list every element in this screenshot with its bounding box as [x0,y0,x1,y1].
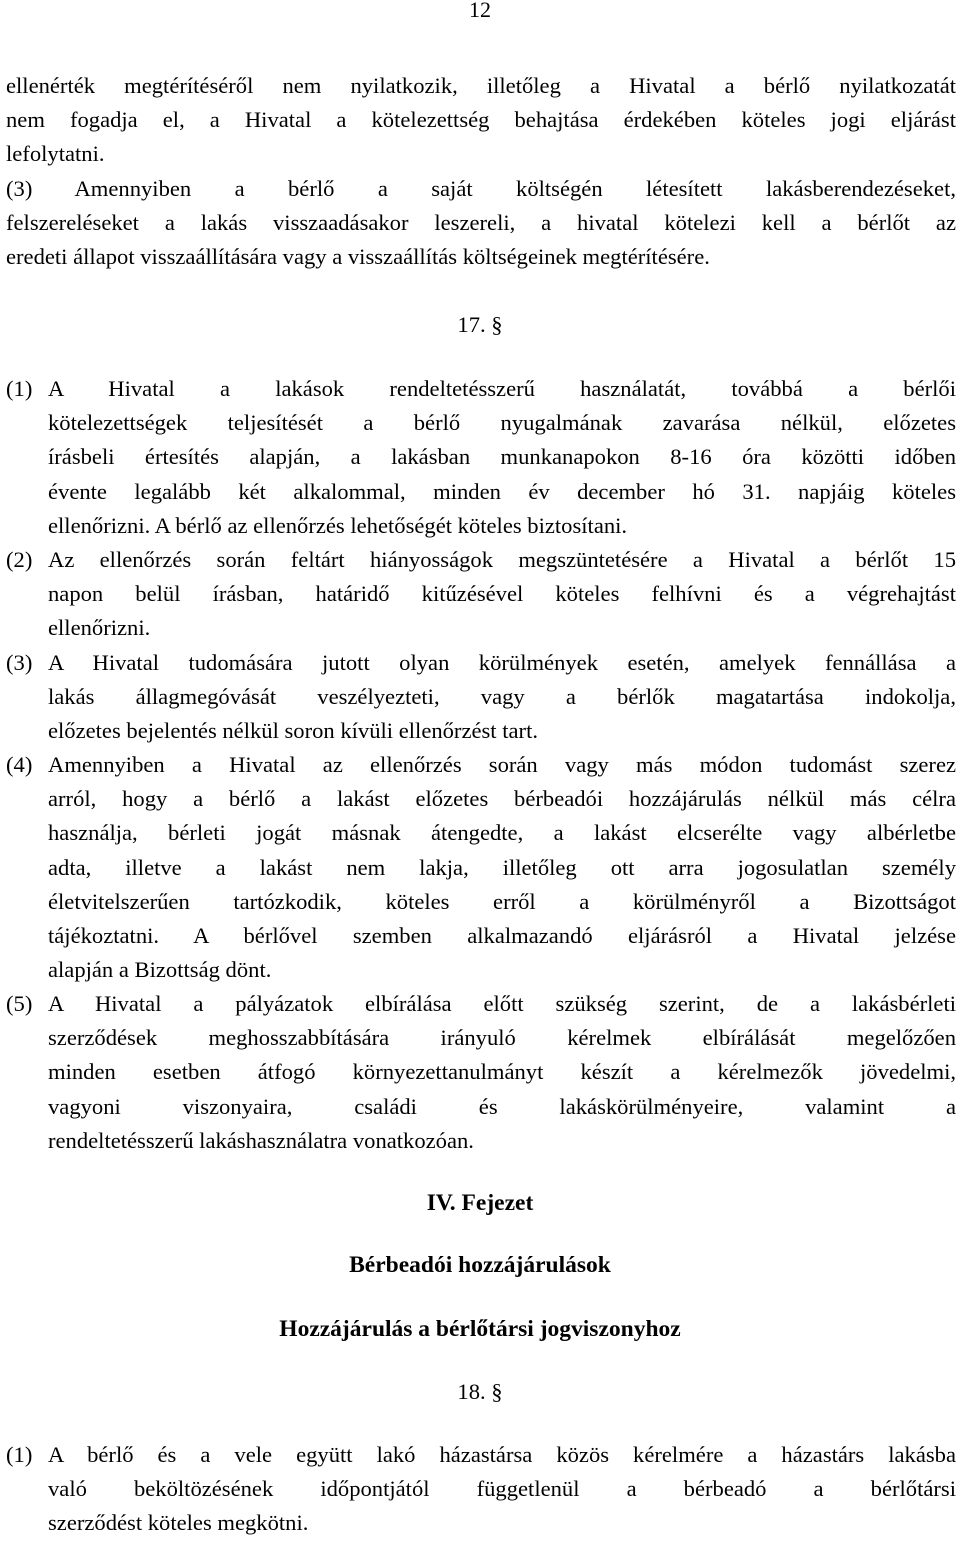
text-line: lefolytatni. [6,141,105,167]
text-line: előzetes bejelentés nélkül soron kívüli ellenőrzést tart. [48,718,538,744]
text-line: lakás állagmegóvását veszélyezteti, vagy a bérlők magatartása indokolja, [48,684,956,710]
text-line: használja, bérleti jogát másnak átengedte, a lakást elcserélte vagy albérletbe [48,820,956,846]
text-line: szerződések meghosszabbítására irányuló kérelmek elbírálását megelőzően [48,1025,956,1051]
text-line: írásbeli értesítés alapján, a lakásban munkanapokon 8-16 óra közötti időben [48,444,956,470]
item-number: (2) [6,547,33,572]
text-line: alapján a Bizottság dönt. [48,957,272,983]
text-line: évente legalább két alkalommal, minden év december hó 31. napjáig köteles [48,478,956,504]
section-18-title: 18. § [457,1379,503,1404]
item-number: (5) [6,991,33,1016]
text-line: A Hivatal a lakások rendeltetésszerű használatát, továbbá a bérlői [48,376,956,401]
text-line: A Hivatal tudomására jutott olyan körülmények esetén, amelyek fennállása a [48,650,956,675]
section-heading: Hozzájárulás a bérlőtársi jogviszonyhoz [279,1316,681,1342]
text-line: életvitelszerűen tartózkodik, köteles erről a körülményről a Bizottságot [48,888,956,914]
text-line: vagyoni viszonyaira, családi és lakáskörülményeire, valamint a [48,1093,956,1119]
text-line: adta, illetve a lakást nem lakja, illetőleg ott arra jogosulatlan személy [48,854,956,880]
text-line: rendeltetésszerű lakáshasználatra vonatkozóan. [48,1127,474,1153]
text-line: kötelezettségek teljesítését a bérlő nyugalmának zavarása nélkül, előzetes [48,410,956,436]
item-number: (1) [6,376,33,401]
item-number: (4) [6,752,33,777]
intro-paragraph [6,69,956,172]
intro-paragraph-3 [6,172,956,275]
text-line: eredeti állapot visszaállítására vagy a visszaállítás költségeinek megtérítésére. [6,244,710,270]
text-line: felszereléseket a lakás visszaadásakor leszereli, a hivatal kötelezi kell a bérlőt az [6,210,956,236]
text-line: ellenérték megtérítéséről nem nyilatkozik, illetőleg a Hivatal a bérlő nyilatkozatát [6,73,956,98]
section-17-title: 17. § [457,312,503,337]
text-line: (3) Amennyiben a bérlő a saját költségén létesített lakásberendezéseket, [6,176,956,201]
text-line: szerződést köteles megkötni. [48,1510,309,1536]
text-line: Amennyiben a Hivatal az ellenőrzés során vagy más módon tudomást szerez [48,752,956,777]
text-line: tájékoztatni. A bérlővel szemben alkalmazandó eljárásról a Hivatal jelzése [48,922,956,948]
chapter-subtitle: Bérbeadói hozzájárulások [349,1252,611,1278]
text-line: napon belül írásban, határidő kitűzésével köteles felhívni és a végrehajtást [48,581,956,607]
text-line: való beköltözésének időpontjától függetlenül a bérbeadó a bérlőtársi [48,1476,956,1502]
text-line: ellenőrizni. [48,615,151,641]
page-number: 12 [469,0,491,22]
text-line: arról, hogy a bérlő a lakást előzetes bérbeadói hozzájárulás nélkül más célra [48,786,956,812]
chapter-title: IV. Fejezet [426,1190,534,1216]
item-number: (1) [6,1442,33,1467]
text-line: A bérlő és a vele együtt lakó házastársa közös kérelmére a házastárs lakásba [48,1442,956,1467]
text-line: A Hivatal a pályázatok elbírálása előtt szükség szerint, de a lakásbérleti [48,991,956,1016]
item-number: (3) [6,650,33,675]
text-line: Az ellenőrzés során feltárt hiányosságok megszüntetésére a Hivatal a bérlőt 15 [48,547,956,572]
text-line: minden esetben átfogó környezettanulmányt készít a kérelmezők jövedelmi, [48,1059,956,1085]
text-line: ellenőrizni. A bérlő az ellenőrzés lehetőségét köteles biztosítani. [48,512,628,538]
text-line: nem fogadja el, a Hivatal a kötelezettség behajtása érdekében köteles jogi eljárást [6,107,956,133]
